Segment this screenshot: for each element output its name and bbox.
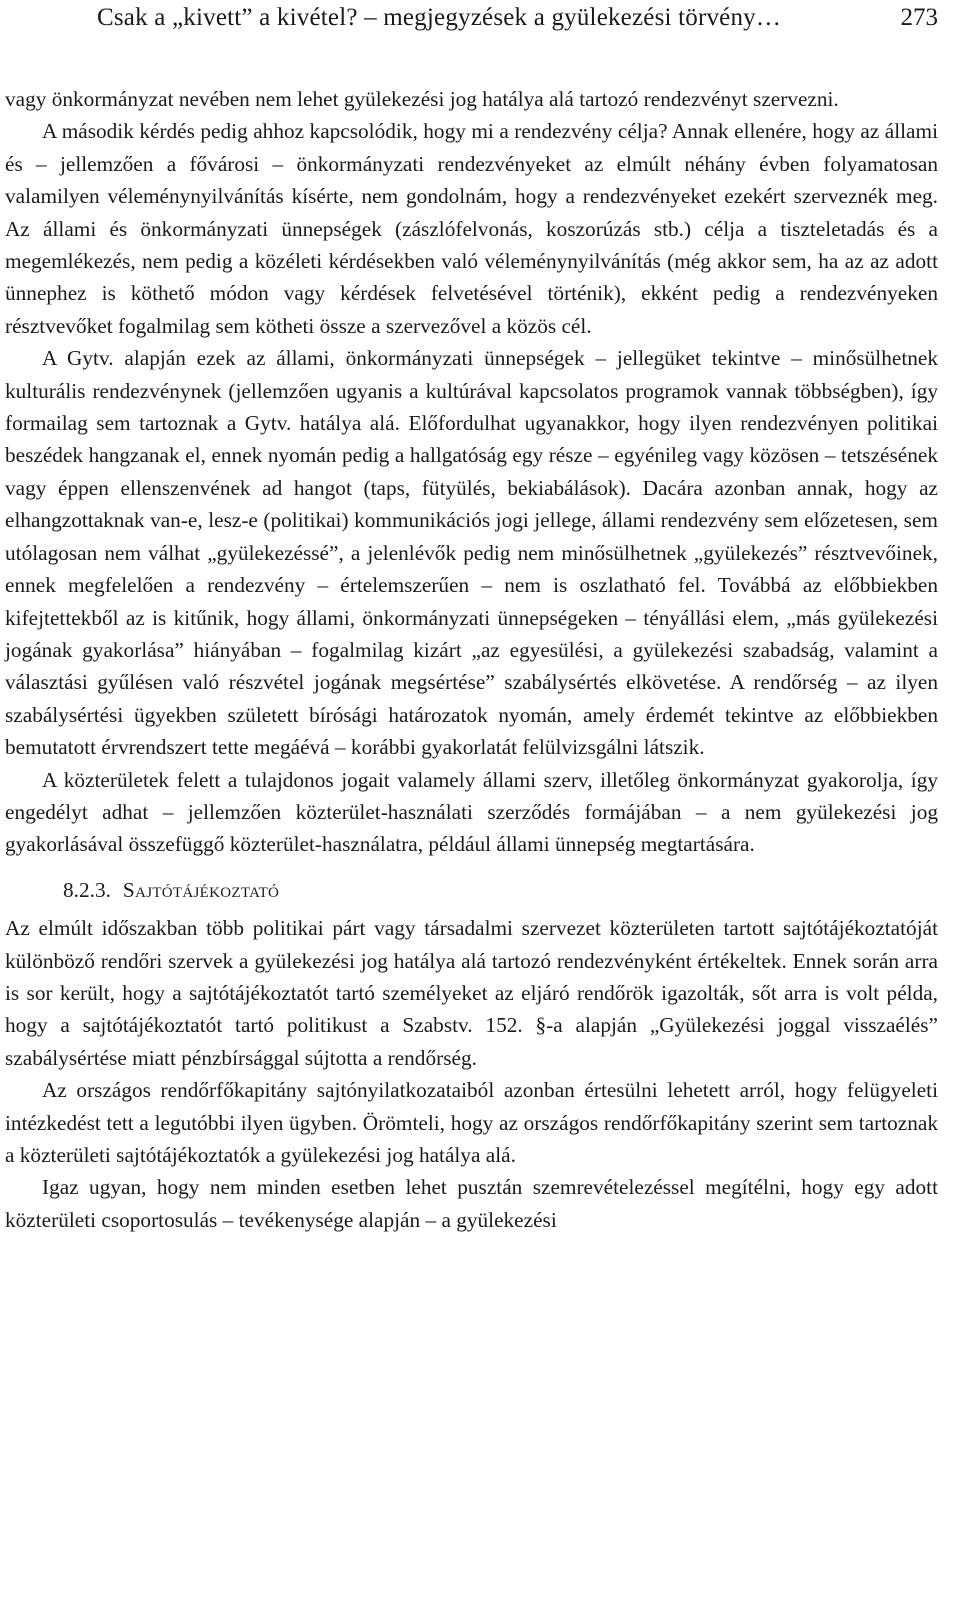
section-title: Sajtótájékoztató: [122, 877, 280, 902]
section-heading: [5, 874, 938, 906]
paragraph: A Gytv. alapján ezek az állami, önkormányzati ünnepségek – jellegüket tekintve – minősülhetnek kulturális rendezvénynek (jellemzően ugyanis a kultúrával kapcsolatos programok vannak többségben), így formailag sem tartoznak a Gytv. hatálya alá. Előfordulhat ugyanakkor, hogy ilyen rendezvényen politikai beszédek hangzanak el, ennek nyomán pedig a hallgatóság egy része – egyénileg vagy közösen – tetszésének vagy éppen ellenszenvének ad hangot (taps, fütyülés, bekiabálások). Dacára azonban annak, hogy az elhangzottaknak van-e, lesz-e (politikai) kommunikációs jogi jellege, állami rendezvény sem előzetesen, sem utólagosan nem válhat „gyülekezéssé”, a jelenlévők pedig nem minősülhetnek „gyülekezés” résztvevőinek, ennek megfelelően a rendezvény – értelemszerűen – nem is oszlatható fel. Továbbá az előbbiekben kifejtettekből az is kitűnik, hogy állami, önkormányzati ünnepségeken – tényállási elem, „más gyülekezési jogának gyakorlása” hiányában – fogalmilag kizárt „az egyesülési, a gyülekezési szabadság, valamint a választási gyűlésen való részvétel jogának megsértése” szabálysértés elkövetése. A rendőrség – az ilyen szabálysértési ügyekben született bírósági határozatok nyomán, amely érdemét tekintve az előbbiekben bemutatott érvrendszert tette megáévá – korábbi gyakorlatát felülvizsgálni látszik.: [5, 346, 938, 760]
page-number: 273: [900, 4, 938, 31]
paragraph: Igaz ugyan, hogy nem minden esetben lehet pusztán szemrevételezéssel megítélni, hogy egy adott közterületi csoportosulás – tevékenysége alapján – a gyülekezési: [5, 1175, 938, 1232]
paragraph: A második kérdés pedig ahhoz kapcsolódik, hogy mi a rendezvény célja? Annak ellenére, hogy az állami és – jellemzően a fővárosi – önkormányzati rendezvényeket az elmúlt néhány évben folyamatosan valamilyen véleménynyilvánítás kísérte, nem gondolnám, hogy a rendezvényeket ezekért szerveznék meg. Az állami és önkormányzati ünnepségek (zászlófelvonás, koszorúzás stb.) célja a tiszteletadás és a megemlékezés, nem pedig a közéleti kérdésekben való véleménynyilvánítás (még akkor sem, ha az az adott ünnephez is köthető módon vagy kérdések felvetésével történik), ekként pedig a rendezvényeken résztvevőket fogalmilag sem kötheti össze a szervezővel a közös cél.: [5, 119, 938, 338]
paragraph: vagy önkormányzat nevében nem lehet gyülekezési jog hatálya alá tartozó rendezvényt szervezni.: [5, 87, 839, 111]
body-text: [5, 83, 938, 1236]
paragraph: Az elmúlt időszakban több politikai párt vagy társadalmi szervezet közterületen tartott sajtótájékoztatóját különböző rendőri szervek a gyülekezési jog hatálya alá tartozó rendezvényként értékeltek. Ennek során arra is sor került, hogy a sajtótájékoztatót tartó személyeket az eljáró rendőrök igazolták, sőt arra is volt példa, hogy a sajtótájékoztatót tartó politikust a Szabstv. 152. §-a alapján „Gyülekezési joggal visszaélés” szabálysértése miatt pénzbírsággal sújtotta a rendőrség.: [5, 916, 938, 1070]
paragraph: A közterületek felett a tulajdonos jogait valamely állami szerv, illetőleg önkormányzat gyakorolja, így engedélyt adhat – jellemzően közterület-használati szerződés formájában – a nem gyülekezési jog gyakorlásával összefüggő közterület-használatra, például állami ünnepség megtartására.: [5, 767, 938, 857]
running-header-title: Csak a „kivett” a kivétel? – megjegyzések a gyülekezési törvény…: [97, 4, 782, 31]
section-number: 8.2.3.: [63, 877, 111, 902]
paragraph: Az országos rendőrfőkapitány sajtónyilatkozataiból azonban értesülni lehetett arról, hogy felügyeleti intézkedést tett a legutóbbi ilyen ügyben. Örömteli, hogy az országos rendőrfőkapitány szerint sem tartoznak a közterületi sajtótájékoztatók a gyülekezési jog hatálya alá.: [5, 1078, 938, 1167]
running-header: [0, 0, 960, 44]
